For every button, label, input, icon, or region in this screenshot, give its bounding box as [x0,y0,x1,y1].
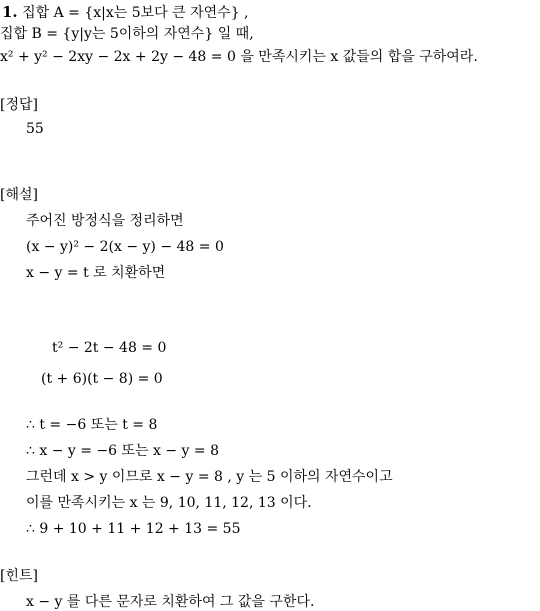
solution-equation: t² − 2t − 48 = 0 [52,340,167,356]
problem-text-1: 집합 A = {x|x는 5보다 큰 자연수} , [22,5,249,21]
hint-text: x − y 를 다른 문자로 치환하여 그 값을 구한다. [26,594,315,610]
solution-line: (x − y)² − 2(x − y) − 48 = 0 [26,239,224,255]
solution-line: ∴ 9 + 10 + 11 + 12 + 13 = 55 [26,521,241,537]
solution-equation: (t + 6)(t − 8) = 0 [41,371,163,387]
problem-line-3: x² + y² − 2xy − 2x + 2y − 48 = 0 을 만족시키는 x 값들의 합을 구하여라. [0,49,478,65]
solution-line: ∴ x − y = −6 또는 x − y = 8 [26,443,219,459]
answer-value: 55 [26,121,44,137]
solution-line: 그런데 x > y 이므로 x − y = 8 , y 는 5 이하의 자연수이고 [26,469,393,485]
solution-line: ∴ t = −6 또는 t = 8 [26,417,158,433]
problem-line-2: 집합 B = {y|y는 5이하의 자연수} 일 때, [0,26,254,42]
problem-number: 1. [2,3,18,21]
solution-line: x − y = t 로 치환하면 [26,265,166,281]
problem-line-1 [2,3,249,22]
solution-line: 주어진 방정식을 정리하면 [26,213,184,229]
hint-label: [힌트] [0,568,38,584]
solution-label: [해설] [0,187,38,203]
answer-label: [정답] [0,97,38,113]
solution-line: 이를 만족시키는 x 는 9, 10, 11, 12, 13 이다. [26,495,312,511]
